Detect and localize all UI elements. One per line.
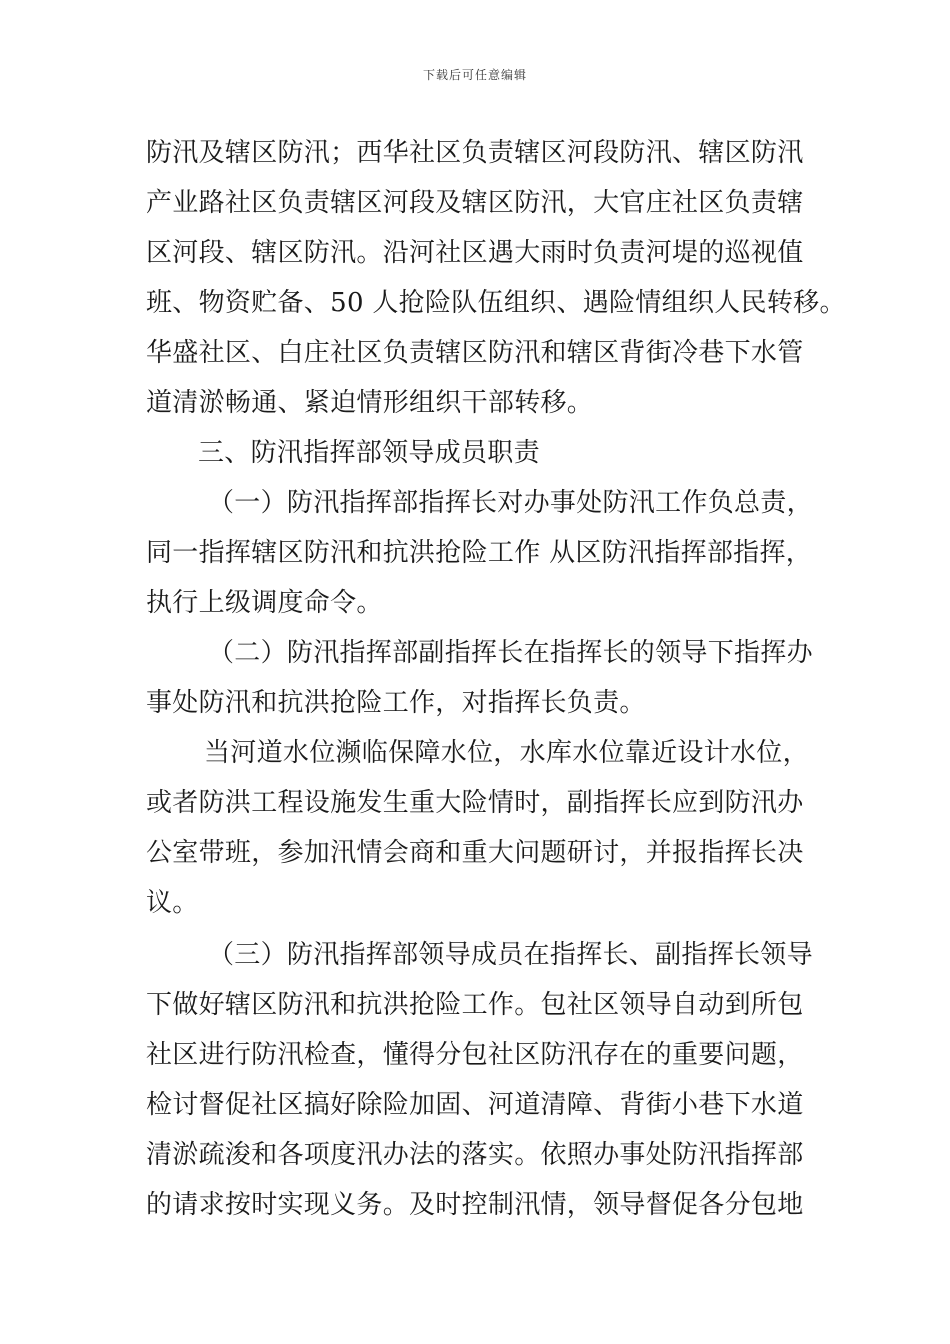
text-line: 道清淤畅通、紧迫情形组织干部转移。 <box>146 388 594 418</box>
text-line: 社区进行防汛检查，懂得分包社区防汛存在的重要问题， <box>146 1040 804 1070</box>
text-line: 议。 <box>146 888 199 918</box>
text-line: （三）防汛指挥部领导成员在指挥长、副指挥长领导 <box>208 940 813 970</box>
text-line: 公室带班，参加汛情会商和重大问题研讨，并报指挥长决 <box>146 838 804 868</box>
page-header-note: 下载后可任意编辑 <box>422 68 527 82</box>
text-line: 同一指挥辖区防汛和抗洪抢险工作 从区防汛指挥部指挥， <box>146 538 813 568</box>
text-line: 事处防汛和抗洪抢险工作，对指挥长负责。 <box>146 688 646 718</box>
text-line: 防汛及辖区防汛；西华社区负责辖区河段防汛、辖区防汛 <box>146 138 804 168</box>
text-line: 当河道水位濒临保障水位，水库水位靠近设计水位， <box>204 738 809 768</box>
text-line: （二）防汛指挥部副指挥长在指挥长的领导下指挥办 <box>208 638 813 668</box>
section-heading: 三、防汛指挥部领导成员职责 <box>198 438 540 468</box>
text-line: 或者防洪工程设施发生重大险情时，副指挥长应到防汛办 <box>146 788 804 818</box>
text-line: 清淤疏浚和各项度汛办法的落实。依照办事处防汛指挥部 <box>146 1140 804 1170</box>
text-line: 区河段、辖区防汛。沿河社区遇大雨时负责河堤的巡视值 <box>146 238 804 268</box>
document-body <box>146 128 846 1230</box>
text-line: 检讨督促社区搞好除险加固、河道清障、背街小巷下水道 <box>146 1090 804 1120</box>
text-line: 班、物资贮备、50 人抢险队伍组织、遇险情组织人民转移。 <box>146 288 846 318</box>
text-line: （一）防汛指挥部指挥长对办事处防汛工作负总责， <box>208 488 813 518</box>
text-line: 的请求按时实现义务。及时控制汛情，领导督促各分包地 <box>146 1190 804 1220</box>
text-line: 执行上级调度命令。 <box>146 588 383 618</box>
text-line: 下做好辖区防汛和抗洪抢险工作。包社区领导自动到所包 <box>146 990 804 1020</box>
text-line: 产业路社区负责辖区河段及辖区防汛，大官庄社区负责辖 <box>146 188 804 218</box>
text-line: 华盛社区、白庄社区负责辖区防汛和辖区背街冷巷下水管 <box>146 338 804 368</box>
